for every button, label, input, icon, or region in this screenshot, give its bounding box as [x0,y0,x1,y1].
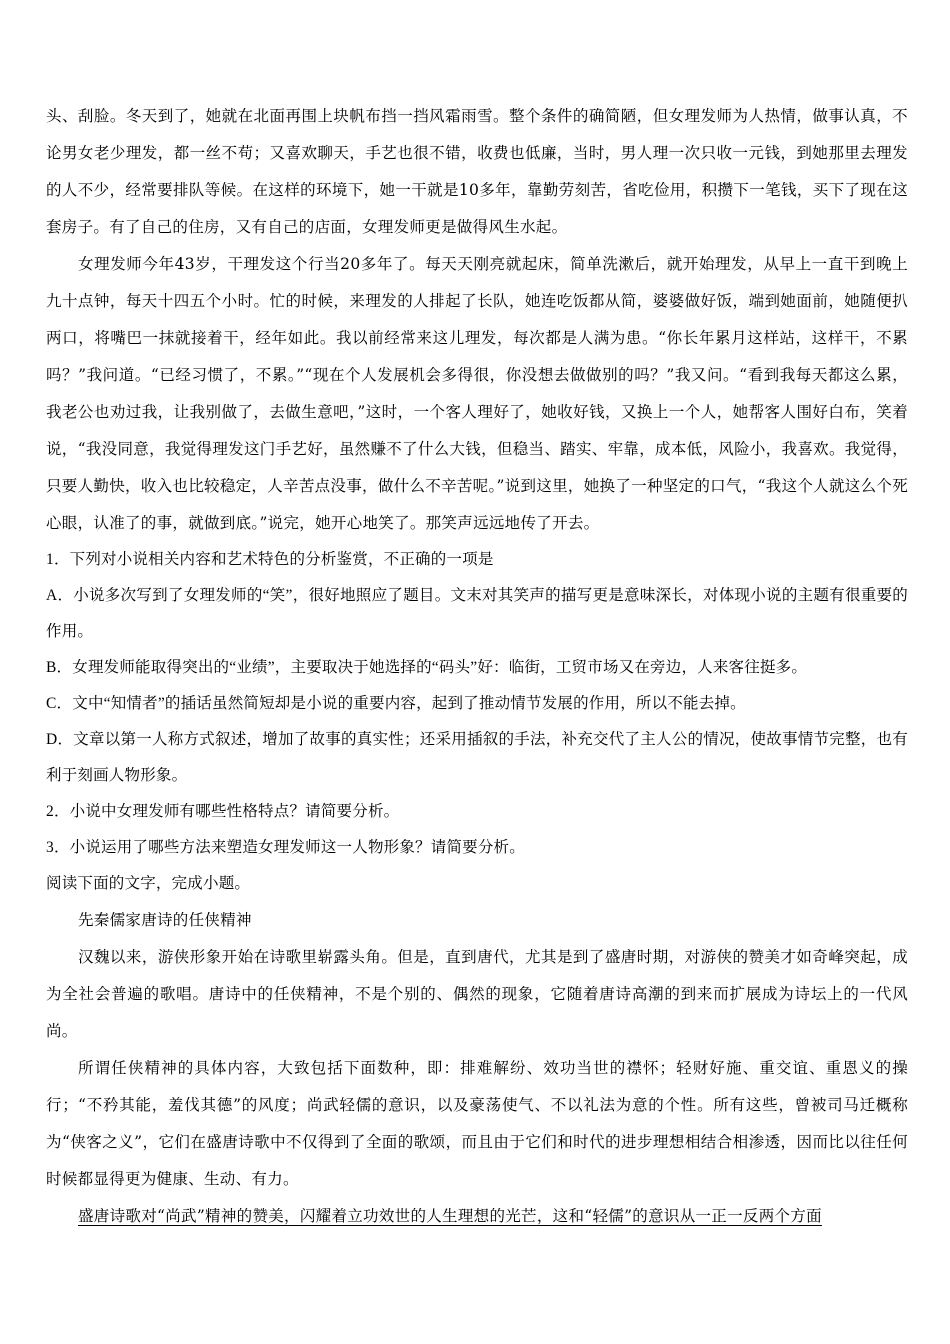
reading-instruction: 阅读下面的文字，完成小题。 [46,875,251,892]
underlined-sentence: 盛唐诗歌对“尚武”精神的赞美，闪耀着立功效世的人生理想的光芒，这和“轻儒”的意识从一正一反两个方面 [78,1207,822,1225]
article-paragraph: 所谓任侠精神的具体内容，大致包括下面数种，即：排难解纷、效功当世的襟怀；轻财好施、重交谊、重恩义的操行；“不矜其能，羞伐其德”的风度；尚武轻儒的意识，以及豪荡使气、不以礼法为意的个性。所有这些，曾被司马迁概称为“侠客之义”，它们在盛唐诗歌中不仅得到了全面的歌颂，而且由于它们和时代的进步理想相结合相渗透，因而比以往任何时候都显得更为健康、生动、有力。 [46,1059,908,1188]
option-c: C．文中“知情者”的插话虽然简短却是小说的重要内容，起到了推动情节发展的作用，所以不能去掉。 [46,695,746,712]
story-paragraph: 女理发师今年43岁，干理发这个行当20多年了。每天天刚亮就起床，简单洗漱后，就开始理发，从早上一直干到晚上九十点钟，每天十四五个小时。忙的时候，来理发的人排起了长队，她连吃饭都从简，婆婆做好饭，端到她面前，她随便扒两口，将嘴巴一抹就接着干，经年如此。我以前经常来这儿理发，每次都是人满为患。“你长年累月这样站，这样干，不累吗？”我问道。“已经习惯了，不累。”“现在个人发展机会多得很，你没想去做做别的吗？”我又问。“看到我每天都这么累，我老公也劝过我，让我别做了，去做生意吧，”这时，一个客人理好了，她收好钱，又换上一个人，她帮客人围好白布，笑着说，“我没同意，我觉得理发这门手艺好，虽然赚不了什么大钱，但稳当、踏实、牢靠，成本低，风险小，我喜欢。我觉得，只要人勤快，收入也比较稳定，人辛苦点没事，做什么不辛苦呢。”说到这里，她换了一种坚定的口气，“我这个人就这么个死心眼，认准了的事，就做到底。”说完，她开心地笑了。那笑声远远地传了开去。 [46,255,908,532]
question-1: 1．下列对小说相关内容和艺术特色的分析鉴赏，不正确的一项是 [46,551,494,568]
question-3: 3．小说运用了哪些方法来塑造女理发师这一人物形象？请简要分析。 [46,839,525,856]
article-paragraph-underlined [46,1198,908,1235]
option-b: B．女理发师能取得突出的“业绩”，主要取决于她选择的“码头”好：临街，工贸市场又在旁边，人来客往挺多。 [46,659,808,676]
article-title: 先秦儒家唐诗的任侠精神 [78,911,252,929]
option-d: D．文章以第一人称方式叙述，增加了故事的真实性；还采用插叙的手法，补充交代了主人公的情况，使故事情节完整，也有利于刻画人物形象。 [46,731,908,784]
option-a: A．小说多次写到了女理发师的“笑”，很好地照应了题目。文末对其笑声的描写更是意味深长，对体现小说的主题有很重要的作用。 [46,587,908,640]
document-page [46,98,908,1235]
question-2: 2．小说中女理发师有哪些性格特点？请简要分析。 [46,803,400,820]
story-paragraph: 头、刮脸。冬天到了，她就在北面再围上块帆布挡一挡风霜雨雪。整个条件的确简陋，但女理发师为人热情，做事认真，不论男女老少理发，都一丝不苟；又喜欢聊天，手艺也很不错，收费也低廉，当时，男人理一次只收一元钱，到她那里去理发的人不少，经常要排队等候。在这样的环境下，她一干就是10多年，靠勤劳刻苦，省吃俭用，积攒下一笔钱，买下了现在这套房子。有了自己的住房，又有自己的店面，女理发师更是做得风生水起。 [46,107,908,236]
article-paragraph: 汉魏以来，游侠形象开始在诗歌里崭露头角。但是，直到唐代，尤其是到了盛唐时期，对游侠的赞美才如奇峰突起，成为全社会普遍的歌唱。唐诗中的任侠精神，不是个别的、偶然的现象，它随着唐诗高潮的到来而扩展成为诗坛上的一代风尚。 [46,948,908,1040]
